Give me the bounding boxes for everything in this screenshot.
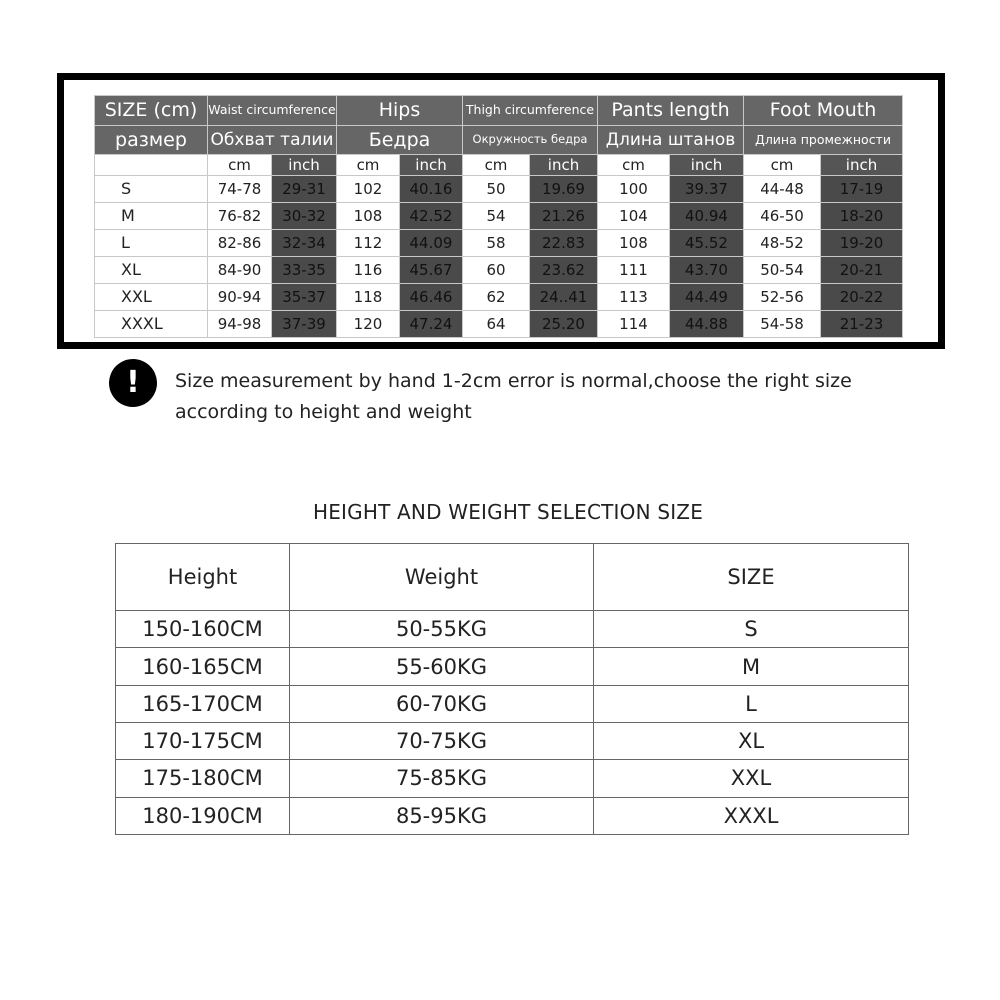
table-row	[116, 723, 909, 760]
cell-thigh-in: 24..41	[530, 284, 598, 311]
header-foot-en: Foot Mouth	[744, 96, 903, 126]
unit-inch: inch	[670, 155, 744, 176]
cell-pants-cm: 108	[598, 230, 670, 257]
header-thigh-en: Thigh circumference	[463, 96, 598, 126]
cell-thigh-cm: 64	[463, 311, 530, 338]
hw-cell-weight: 60-70KG	[290, 685, 594, 722]
hw-cell-size: S	[594, 611, 909, 648]
unit-row	[95, 155, 903, 176]
cell-hips-cm: 108	[337, 203, 400, 230]
cell-waist-cm: 90-94	[208, 284, 272, 311]
hw-cell-weight: 50-55KG	[290, 611, 594, 648]
unit-inch: inch	[821, 155, 903, 176]
hw-cell-weight: 85-95KG	[290, 797, 594, 834]
size-chart-table	[94, 95, 903, 338]
unit-cm: cm	[463, 155, 530, 176]
cell-waist-in: 30-32	[272, 203, 337, 230]
hw-chart-title: HEIGHT AND WEIGHT SELECTION SIZE	[312, 500, 704, 524]
header-hips-ru: Бедра	[337, 126, 463, 155]
cell-pants-in: 44.49	[670, 284, 744, 311]
cell-pants-in: 39.37	[670, 176, 744, 203]
table-row	[95, 311, 903, 338]
cell-hips-cm: 112	[337, 230, 400, 257]
cell-hips-in: 42.52	[400, 203, 463, 230]
size-label: XXXL	[95, 311, 208, 338]
unit-inch: inch	[530, 155, 598, 176]
table-row	[95, 257, 903, 284]
size-label: M	[95, 203, 208, 230]
hw-cell-weight: 75-85KG	[290, 760, 594, 797]
cell-hips-cm: 116	[337, 257, 400, 284]
size-label: XXL	[95, 284, 208, 311]
cell-pants-cm: 100	[598, 176, 670, 203]
size-label: L	[95, 230, 208, 257]
hw-header-height: Height	[116, 544, 290, 611]
table-row	[95, 230, 903, 257]
hw-cell-size: L	[594, 685, 909, 722]
cell-foot-cm: 52-56	[744, 284, 821, 311]
size-label: XL	[95, 257, 208, 284]
header-thigh-ru: Окружность бедра	[463, 126, 598, 155]
cell-waist-cm: 94-98	[208, 311, 272, 338]
hw-cell-height: 180-190CM	[116, 797, 290, 834]
cell-waist-in: 32-34	[272, 230, 337, 257]
hw-cell-height: 170-175CM	[116, 723, 290, 760]
cell-waist-in: 33-35	[272, 257, 337, 284]
size-notice: Size measurement by hand 1-2cm error is normal,choose the right size according to height and weight	[175, 370, 852, 423]
unit-cm: cm	[337, 155, 400, 176]
cell-hips-in: 44.09	[400, 230, 463, 257]
table-row	[116, 648, 909, 685]
hw-cell-weight: 55-60KG	[290, 648, 594, 685]
header-waist-ru: Обхват талии	[208, 126, 337, 155]
hw-cell-height: 160-165CM	[116, 648, 290, 685]
hw-header-weight: Weight	[290, 544, 594, 611]
unit-cm: cm	[208, 155, 272, 176]
table-row	[95, 203, 903, 230]
cell-thigh-cm: 50	[463, 176, 530, 203]
hw-cell-weight: 70-75KG	[290, 723, 594, 760]
cell-foot-in: 18-20	[821, 203, 903, 230]
header-foot-ru: Длина промежности	[744, 126, 903, 155]
hw-cell-height: 165-170CM	[116, 685, 290, 722]
cell-hips-cm: 102	[337, 176, 400, 203]
header-waist-en: Waist circumference	[208, 96, 337, 126]
hw-chart-table	[115, 543, 909, 835]
table-row	[116, 685, 909, 722]
cell-thigh-in: 22.83	[530, 230, 598, 257]
cell-foot-in: 20-21	[821, 257, 903, 284]
hw-cell-height: 150-160CM	[116, 611, 290, 648]
table-row	[95, 176, 903, 203]
cell-hips-in: 47.24	[400, 311, 463, 338]
unit-cm: cm	[744, 155, 821, 176]
header-hips-en: Hips	[337, 96, 463, 126]
cell-pants-cm: 113	[598, 284, 670, 311]
unit-cm: cm	[598, 155, 670, 176]
cell-thigh-in: 19.69	[530, 176, 598, 203]
cell-hips-cm: 118	[337, 284, 400, 311]
hw-cell-size: XXXL	[594, 797, 909, 834]
cell-waist-in: 37-39	[272, 311, 337, 338]
cell-pants-in: 44.88	[670, 311, 744, 338]
cell-pants-in: 43.70	[670, 257, 744, 284]
cell-pants-cm: 104	[598, 203, 670, 230]
cell-waist-cm: 84-90	[208, 257, 272, 284]
size-label: S	[95, 176, 208, 203]
unit-inch: inch	[400, 155, 463, 176]
cell-thigh-in: 23.62	[530, 257, 598, 284]
table-row	[95, 284, 903, 311]
header-size-en: SIZE (cm)	[95, 96, 208, 126]
cell-pants-in: 40.94	[670, 203, 744, 230]
cell-waist-cm: 76-82	[208, 203, 272, 230]
cell-foot-cm: 46-50	[744, 203, 821, 230]
hw-cell-size: XXL	[594, 760, 909, 797]
cell-foot-in: 20-22	[821, 284, 903, 311]
cell-hips-cm: 120	[337, 311, 400, 338]
table-row	[116, 611, 909, 648]
cell-foot-in: 21-23	[821, 311, 903, 338]
table-row	[116, 760, 909, 797]
cell-thigh-in: 21.26	[530, 203, 598, 230]
cell-pants-cm: 111	[598, 257, 670, 284]
cell-thigh-cm: 54	[463, 203, 530, 230]
cell-pants-in: 45.52	[670, 230, 744, 257]
table-row	[116, 797, 909, 834]
header-pants-en: Pants length	[598, 96, 744, 126]
cell-thigh-cm: 58	[463, 230, 530, 257]
header-size-ru: размер	[95, 126, 208, 155]
cell-hips-in: 45.67	[400, 257, 463, 284]
size-chart-frame	[57, 73, 945, 349]
cell-thigh-cm: 60	[463, 257, 530, 284]
cell-foot-cm: 48-52	[744, 230, 821, 257]
unit-inch: inch	[272, 155, 337, 176]
cell-foot-cm: 44-48	[744, 176, 821, 203]
cell-waist-in: 35-37	[272, 284, 337, 311]
hw-cell-size: M	[594, 648, 909, 685]
exclamation-icon: !	[109, 359, 157, 407]
cell-waist-cm: 74-78	[208, 176, 272, 203]
hw-header-size: SIZE	[594, 544, 909, 611]
cell-foot-cm: 50-54	[744, 257, 821, 284]
header-pants-ru: Длина штанов	[598, 126, 744, 155]
cell-foot-in: 19-20	[821, 230, 903, 257]
cell-thigh-in: 25.20	[530, 311, 598, 338]
cell-waist-cm: 82-86	[208, 230, 272, 257]
hw-cell-height: 175-180CM	[116, 760, 290, 797]
cell-pants-cm: 114	[598, 311, 670, 338]
cell-hips-in: 46.46	[400, 284, 463, 311]
cell-waist-in: 29-31	[272, 176, 337, 203]
unit-blank	[95, 155, 208, 176]
cell-foot-in: 17-19	[821, 176, 903, 203]
cell-foot-cm: 54-58	[744, 311, 821, 338]
cell-hips-in: 40.16	[400, 176, 463, 203]
hw-cell-size: XL	[594, 723, 909, 760]
cell-thigh-cm: 62	[463, 284, 530, 311]
